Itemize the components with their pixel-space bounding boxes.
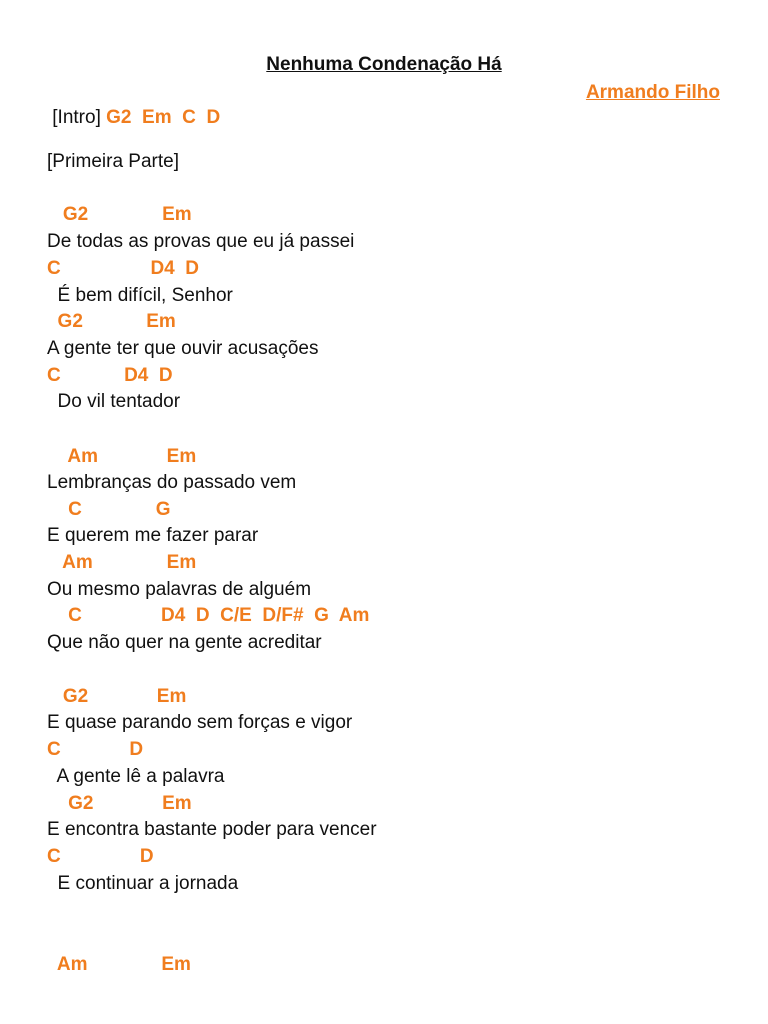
- lyric-line: Ou mesmo palavras de alguém: [47, 579, 312, 600]
- lyric-line: E quase parando sem forças e vigor: [47, 712, 353, 733]
- chord-line: C D: [47, 739, 144, 760]
- lyric-line: A gente ter que ouvir acusações: [47, 338, 319, 359]
- chord-line: G2 Em: [47, 793, 192, 814]
- intro-chords: G2 Em C D: [106, 107, 221, 128]
- chord-line: Am Em: [47, 552, 197, 573]
- chord-line: C G: [47, 499, 171, 520]
- lyric-line: E continuar a jornada: [47, 873, 239, 894]
- chord-line: Am Em: [47, 446, 197, 467]
- lyric-line: De todas as provas que eu já passei: [47, 231, 355, 252]
- chord-line: Am Em: [47, 954, 191, 975]
- chord-line: G2 Em: [47, 311, 176, 332]
- lyric-line: E querem me fazer parar: [47, 525, 259, 546]
- intro-line: [47, 106, 220, 130]
- lyric-line: Lembranças do passado vem: [47, 472, 297, 493]
- chord-line: C D4 D C/E D/F# G Am: [47, 605, 370, 626]
- lyric-line: Do vil tentador: [47, 391, 181, 412]
- lyric-line: Que não quer na gente acreditar: [47, 632, 322, 653]
- lyric-line: É bem difícil, Senhor: [47, 285, 233, 306]
- chord-line: C D: [47, 846, 154, 867]
- section-label-primeira-parte: [Primeira Parte]: [47, 151, 179, 172]
- lyric-line: A gente lê a palavra: [47, 766, 225, 787]
- author-name: Armando Filho: [585, 82, 720, 103]
- chord-line: C D4 D: [47, 258, 200, 279]
- chord-line: G2 Em: [47, 686, 187, 707]
- lyric-line: E encontra bastante poder para vencer: [47, 819, 377, 840]
- chord-line: C D4 D: [47, 365, 173, 386]
- song-title: Nenhuma Condenação Há: [266, 54, 502, 75]
- chord-line: G2 Em: [47, 204, 192, 225]
- intro-label: [Intro]: [47, 107, 107, 128]
